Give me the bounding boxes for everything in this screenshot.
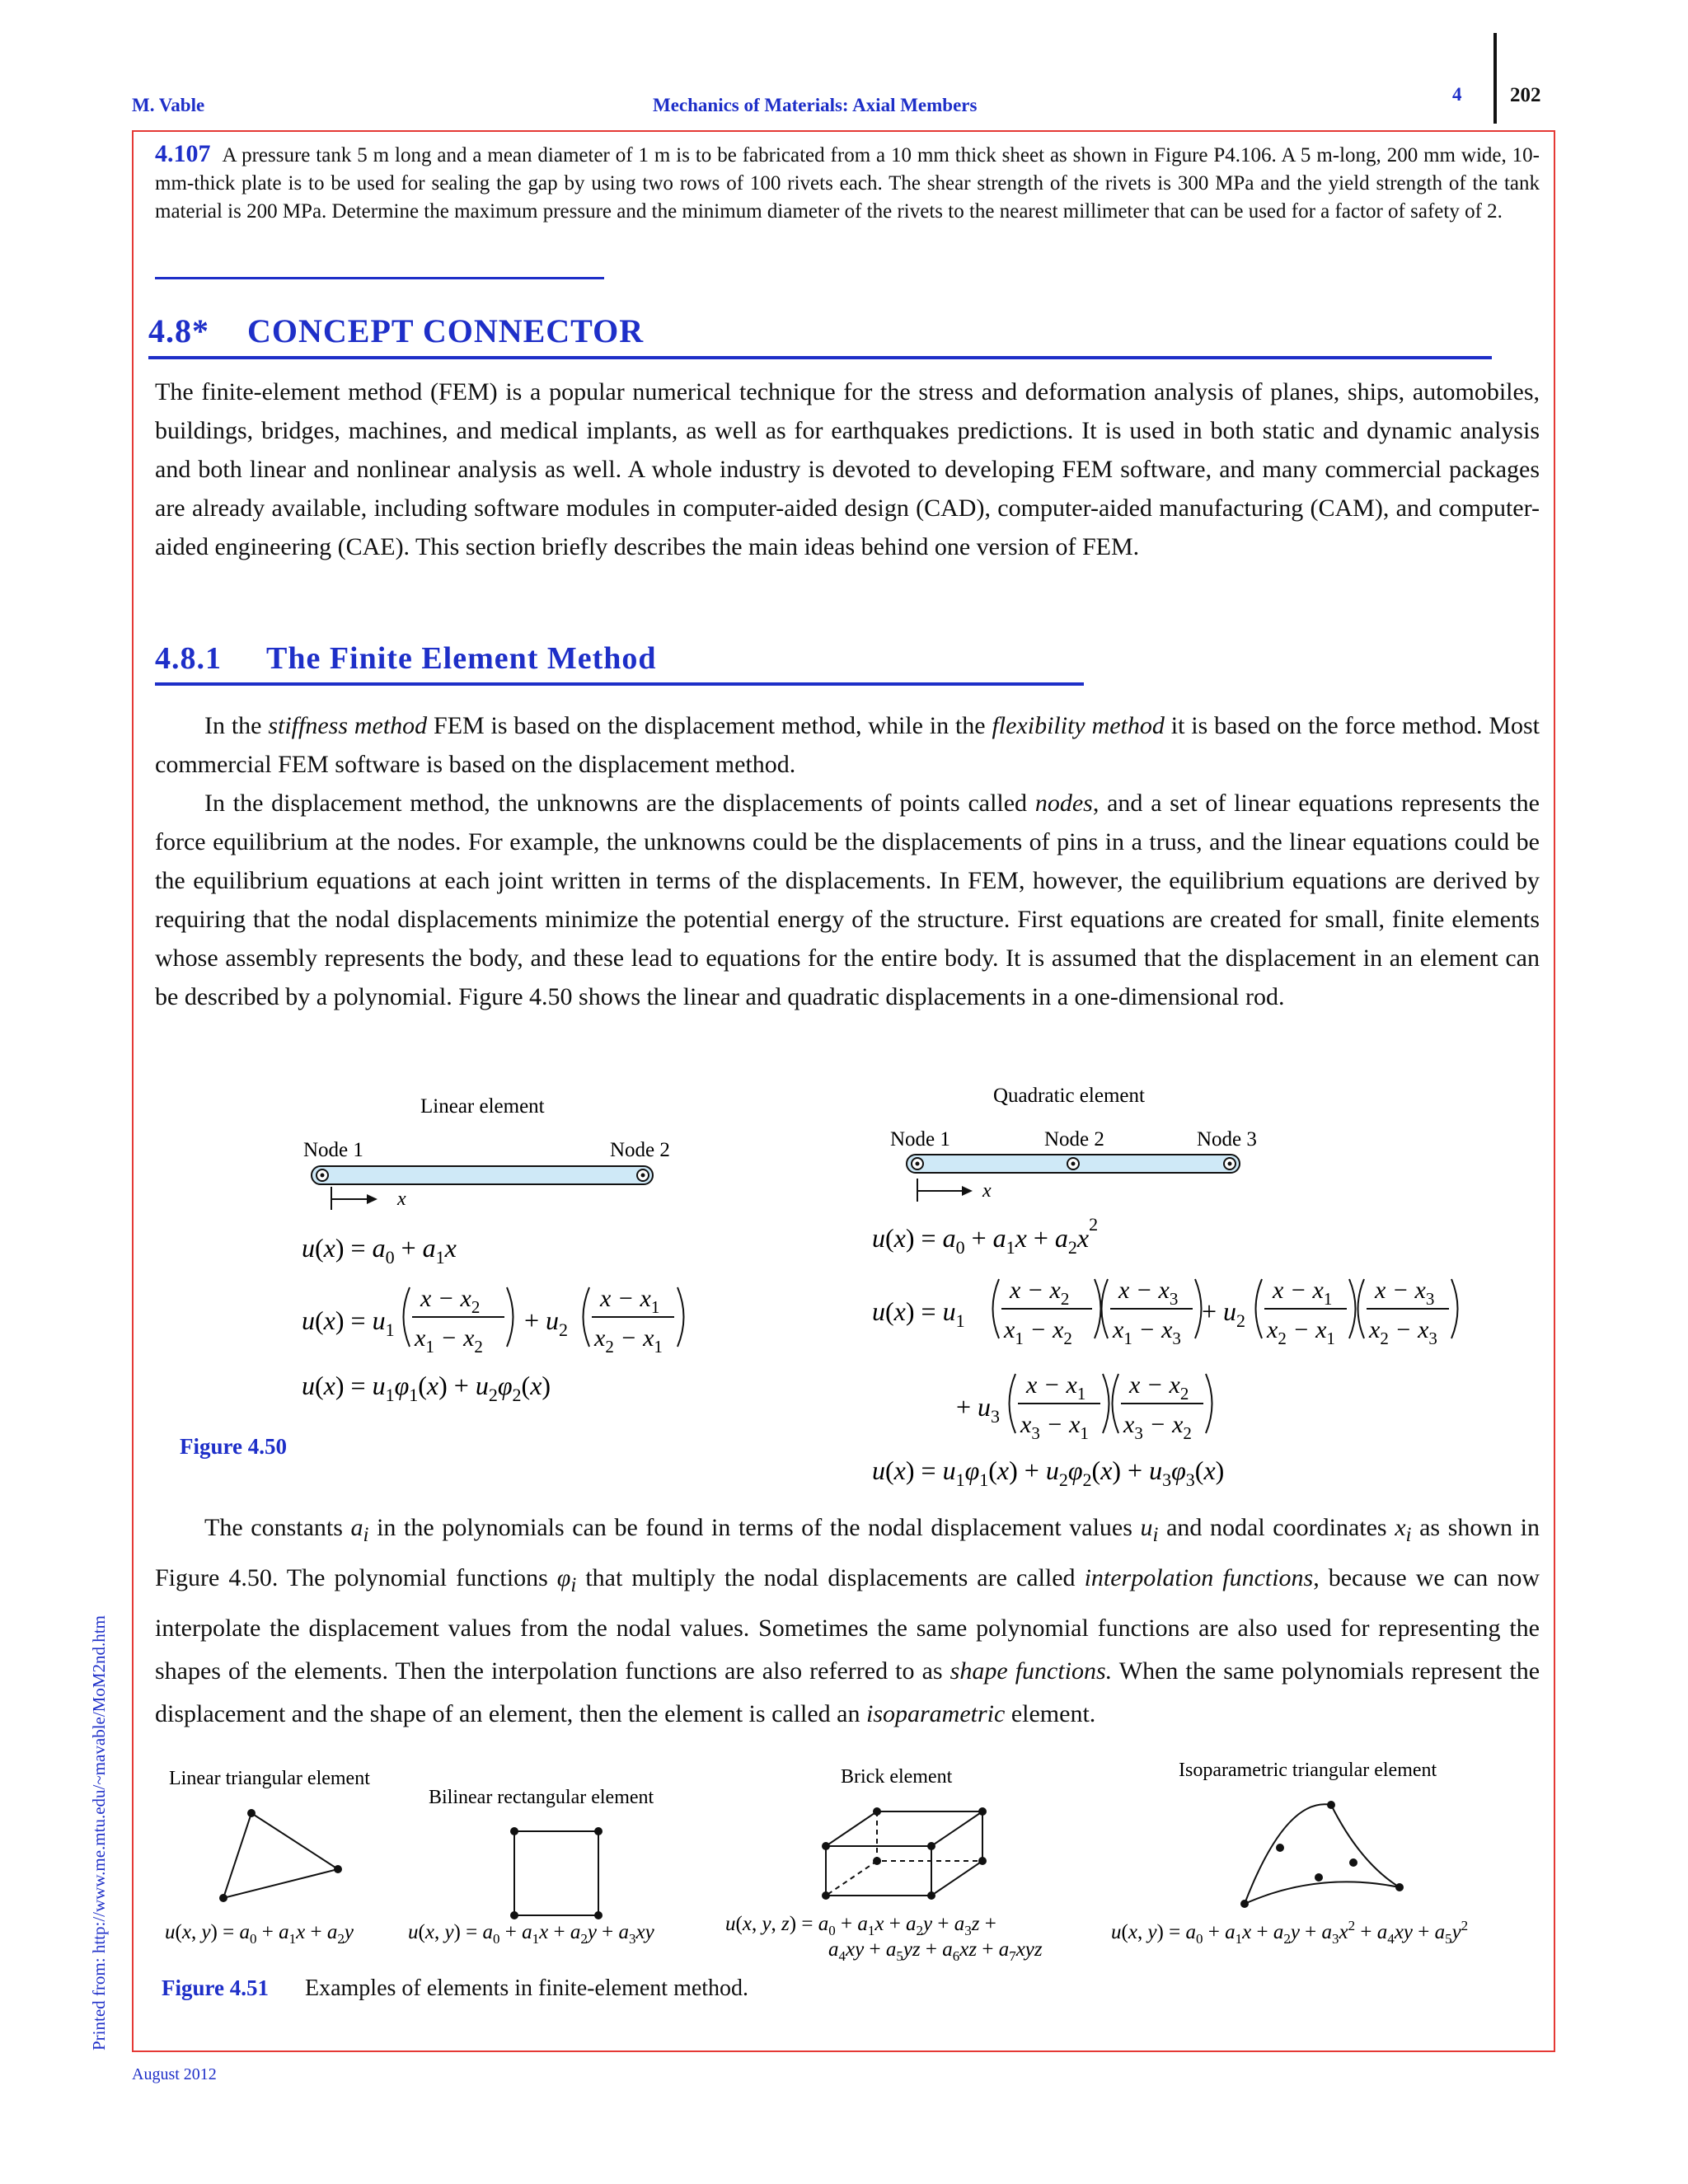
subsection-heading (155, 640, 657, 677)
quadratic-node3-dot (1228, 1162, 1232, 1166)
linear-rod (312, 1166, 653, 1184)
problem-4-107 (155, 140, 1540, 226)
svg-text:x2 − x1: $x_2 - x_1$ (594, 1324, 663, 1357)
svg-text:u(x) = u1: $u(x) = u_1$ (872, 1296, 965, 1331)
bilinear-rectangle-shape (514, 1831, 598, 1915)
text-run: and nodal coordinates (1158, 1514, 1395, 1541)
symbol-x-i: x (1395, 1514, 1406, 1541)
problem-number: 4.107 (155, 140, 211, 167)
svg-text:+ u2: + $u_2$ (524, 1305, 569, 1340)
figure-4-51-equations (165, 1913, 1468, 1964)
term-interpolation-functions: interpolation functions (1084, 1564, 1314, 1591)
svg-text:x3 − x2: $x_3 - x_2$ (1123, 1411, 1192, 1443)
isoparametric-triangular-title: Isoparametric triangular element (1179, 1760, 1437, 1781)
isoparametric-triangle-shape (1245, 1804, 1400, 1904)
eq-linear-triangle: u(x, $y) = a_0 + a_1x + a_2y$ (165, 1921, 354, 1947)
term-nodes: nodes (1034, 790, 1093, 817)
header-divider (1493, 33, 1497, 124)
linear-node1-dot (321, 1174, 325, 1178)
term-flexibility-method: flexibility method (992, 712, 1165, 739)
running-head-author: M. Vable (132, 95, 205, 115)
text-run: element. (1005, 1700, 1096, 1727)
symbol-phi-i: φ (556, 1564, 571, 1591)
linear-equations (302, 1233, 684, 1405)
linear-triangle-shape (223, 1813, 338, 1898)
quadratic-node1-dot (916, 1162, 920, 1166)
subsection-title: The Finite Element Method (266, 641, 657, 676)
svg-text:x − x1: $x - x_1$ (1273, 1277, 1333, 1309)
printed-from-note: Printed from: http://www.me.mtu.edu/~mavable/MoM2nd.htm (89, 1615, 109, 2050)
section-heading (148, 312, 644, 350)
brick-nodes (822, 1807, 987, 1900)
quadratic-node2-dot (1071, 1162, 1076, 1166)
svg-text:u(x) = a0 + a1x: $u(x) = a_0 + a_1x$ (302, 1233, 457, 1268)
text-run: The constants (204, 1514, 351, 1541)
subscript: i (570, 1574, 577, 1596)
term-shape-functions: shape functions. (950, 1657, 1113, 1685)
quadratic-axis-arrowhead (962, 1186, 973, 1196)
svg-text:x − x2: $x - x_2$ (420, 1285, 481, 1317)
quadratic-node1-label: Node 1 (890, 1128, 950, 1151)
subscript: i (1152, 1524, 1159, 1546)
linear-axis-arrowhead (367, 1194, 377, 1204)
figure-4-51-caption: Examples of elements in finite-element method. (305, 1975, 749, 2001)
svg-text:x1 − x2: $x_1 - x_2$ (1004, 1316, 1072, 1348)
svg-text:x2 − x1: $x_2 - x_1$ (1267, 1316, 1335, 1348)
subsection-number: 4.8.1 (155, 641, 222, 676)
svg-text:x − x1: $x - x_1$ (1026, 1371, 1086, 1404)
svg-text:x1 − x3: $x_1 - x_3$ (1113, 1316, 1181, 1348)
svg-text:u(x) = u1: $u(x) = u_1$ (302, 1305, 395, 1340)
paragraph-stiffness (155, 706, 1540, 784)
quadratic-axis-label: x (982, 1180, 992, 1202)
section-heading-rule (148, 356, 1492, 359)
text-run: FEM is based on the displacement method, while in the (427, 712, 992, 739)
svg-text:x2 − x3: $x_2 - x_3$ (1369, 1316, 1437, 1348)
svg-text:x − x1: $x - x_1$ (600, 1285, 660, 1317)
linear-triangular-title: Linear triangular element (169, 1768, 370, 1789)
text-run: , and a set of linear equations represents the force equilibrium at the nodes. For example, the unknowns could be the displacements of pins in a truss, and the linear equations could be the equilibrium equations at each joint written in terms of the displacements. In FEM, however, the equilibrium equations are derived by requiring that the nodal displacements minimize the potential energy of the structure. First equations are created for small, finite elements whose assembly represents the body, and these lead to equations for the entire body. It is assumed that the displacement in an element can be described by a polynomial. Figure 4.50 shows the linear and quadratic displacements in a one-dimensional rod. (155, 790, 1540, 1010)
svg-text:+ u2: + $u_2$ (1202, 1296, 1246, 1331)
text-run: that multiply the nodal displacements are called (576, 1564, 1085, 1591)
linear-axis-label: x (397, 1188, 406, 1210)
text-run: In the (204, 712, 269, 739)
text-run: When the same polynomials represent the displacement and the shape of an element, then the element is called an (155, 1657, 1540, 1727)
subscript: i (1405, 1524, 1412, 1546)
brick-hidden-edges (826, 1811, 982, 1896)
subsection-heading-rule (155, 682, 1084, 686)
figure-4-50-label: Figure 4.50 (180, 1434, 287, 1459)
section-title: CONCEPT CONNECTOR (247, 312, 645, 349)
linear-node2-label: Node 2 (610, 1139, 670, 1161)
quadratic-node2-label: Node 2 (1044, 1128, 1104, 1151)
svg-text:x − x3: $x - x_3$ (1118, 1277, 1179, 1309)
chapter-number: 4 (1452, 84, 1462, 105)
section-number: 4.8* (148, 312, 209, 349)
footer-date: August 2012 (132, 2065, 217, 2083)
eq-bilinear-rectangle: u(x, $y) = a_0 + a_1x + a_2y + a_3xy$ (408, 1921, 654, 1947)
brick-element-title: Brick element (841, 1766, 953, 1788)
quadratic-equations (872, 1214, 1458, 1490)
term-stiffness-method: stiffness method (268, 712, 428, 739)
svg-text:+ u3: + $u_3$ (956, 1392, 1001, 1427)
symbol-u-i: u (1140, 1514, 1153, 1541)
svg-text:x1 − x2: $x_1 - x_2$ (415, 1324, 483, 1357)
svg-text:x − x3: $x - x_3$ (1375, 1277, 1435, 1309)
page-number: 202 (1510, 84, 1541, 106)
svg-text:x3 − x1: $x_3 - x_1$ (1020, 1411, 1089, 1443)
running-head-title: Mechanics of Materials: Axial Members (653, 95, 978, 115)
eq-brick-line1: u(x, y, $z) = a_0 + a_1x + a_2y + a_3z$ + (725, 1913, 996, 1938)
symbol-a-i: a (350, 1514, 363, 1541)
isoparametric-triangle-nodes (1240, 1801, 1404, 1908)
figure-4-51 (0, 1755, 1688, 1970)
quadratic-node3-label: Node 3 (1197, 1128, 1257, 1151)
text-run: it is based on the force method. Most commercial FEM software is based on the displacement method. (155, 712, 1540, 778)
text-run: In the displacement method, the unknowns are the displacements of points called (204, 790, 1035, 817)
svg-text:x − x2: $x - x_2$ (1129, 1371, 1189, 1404)
eq-brick-line2: $a_4xy + a_5yz + a_6xz + a_7xyz$ (828, 1938, 1043, 1964)
svg-text:u(x) = u1φ1(x) + u2φ2(x) + u3φ: $u(x) = u_1\varphi_1(x) + u_2\varphi_2(x) + u_3\varphi_3(x)$ (872, 1455, 1225, 1490)
svg-text:x − x2: $x - x_2$ (1010, 1277, 1070, 1309)
section-intro-paragraph: The finite-element method (FEM) is a popular numerical technique for the stress and deformation analysis of planes, ships, automobiles, buildings, bridges, machines, and medical implants, as well as for earthquakes predictions. It is used in both static and dynamic analysis and both linear and nonlinear analysis as well. A whole industry is devoted to developing FEM software, and many commercial packages are already available, including software modules in computer-aided design (CAD), computer-aided manufacturing (CAM), and computer-aided engineering (CAE). This section briefly describes the main ideas behind one version of FEM. (155, 378, 1540, 560)
text-run: as shown in Figure 4.50. The polynomial functions (155, 1514, 1540, 1591)
bilinear-rectangle-nodes (510, 1827, 603, 1919)
linear-node2-dot (641, 1174, 645, 1178)
paragraph-displacement-method (155, 784, 1540, 1016)
figure-4-51-label: Figure 4.51 (162, 1975, 269, 2000)
subscript: i (363, 1524, 369, 1546)
text-run: , because we can now interpolate the displacement values from the nodal values. Sometimes the same polynomial functions are also used for representing the shapes of the elements. Then the interpolation functions are also referred to as (155, 1564, 1540, 1685)
problem-end-rule (155, 277, 604, 279)
text-run: in the polynomials can be found in terms of the nodal displacement values (368, 1514, 1141, 1541)
eq-isoparametric-triangle: u(x, $y) = a_0 + a_1x + a_2y + a_3x^2 + a_4xy + a_5y^2$ (1111, 1918, 1469, 1947)
term-isoparametric: isoparametric (866, 1700, 1006, 1727)
linear-node1-label: Node 1 (303, 1139, 363, 1161)
svg-text:u(x) = u1φ1(x) + u2φ2(x): $u(x) = u_1\varphi_1(x) + u_2\varphi_2(x)$ (302, 1371, 551, 1405)
brick-shape (826, 1811, 982, 1896)
linear-element-title: Linear element (420, 1095, 545, 1118)
quadratic-element-title: Quadratic element (993, 1085, 1145, 1107)
svg-text:u(x) = a0 + a1x + a2x2: $u(x) = a_0 + a_1x + a_2x^2$ (872, 1214, 1099, 1258)
bilinear-rectangular-title: Bilinear rectangular element (429, 1787, 654, 1808)
problem-text: A pressure tank 5 m long and a mean diameter of 1 m is to be fabricated from a 10 mm thick sheet as shown in Figure P4.106. A 5 m-long, 200 mm wide, 10-mm-thick plate is to be used for sealing the gap by using two rows of 100 rivets each. The shear strength of the rivets is 300 MPa and the yield strength of the tank material is 200 MPa. Determine the maximum pressure and the minimum diameter of the rivets to the nearest millimeter that can be used for a factor of safety of 2. (155, 144, 1540, 223)
paragraph-interpolation-functions (155, 1507, 1540, 1736)
